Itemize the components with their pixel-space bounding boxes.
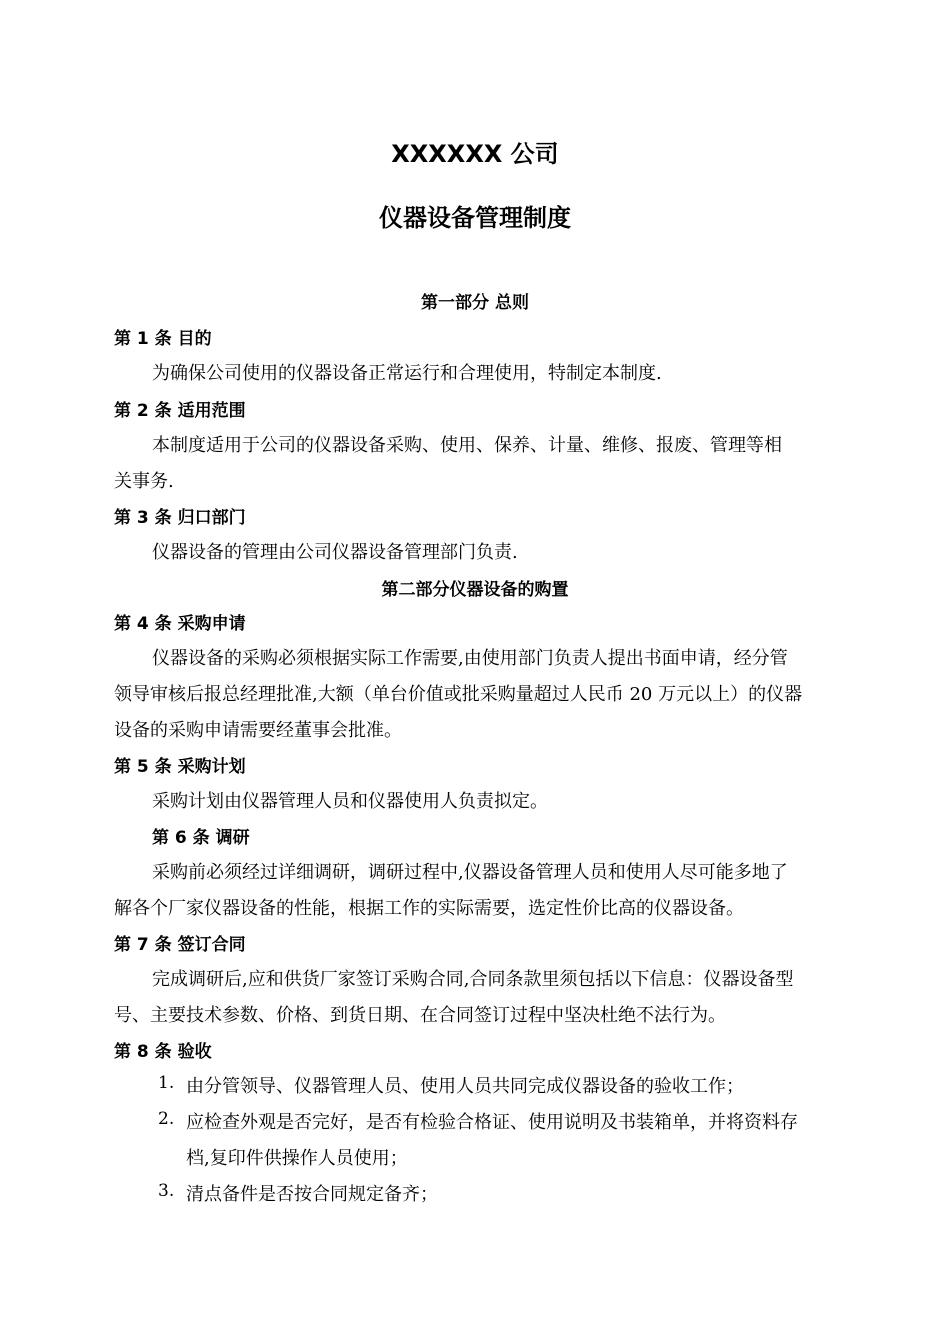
article-5-line: 采购计划由仪器管理人员和仪器使用人负责拟定。 bbox=[152, 791, 548, 812]
list-item-number: 2. bbox=[158, 1109, 175, 1129]
article-4-line: 领导审核后报总经理批准,大额（单台价值或批采购量超过人民币 20 万元以上）的仪器 bbox=[114, 684, 803, 705]
article-5-heading: 第 5 条 采购计划 bbox=[114, 757, 246, 777]
article-4-heading: 第 4 条 采购申请 bbox=[114, 614, 246, 634]
list-item-text: 应检查外观是否完好，是否有检验合格证、使用说明及书装箱单，并将资料存 bbox=[186, 1112, 798, 1133]
article-6-line: 解各个厂家仪器设备的性能，根据工作的实际需要，选定性价比高的仪器设备。 bbox=[114, 898, 744, 919]
article-7-line: 号、主要技术参数、价格、到货日期、在合同签订过程中坚决杜绝不法行为。 bbox=[114, 1005, 726, 1026]
part-two-heading: 第二部分仪器设备的购置 bbox=[381, 580, 569, 600]
list-item-text: 档,复印件供操作人员使用； bbox=[186, 1148, 408, 1169]
document-title: 仪器设备管理制度 bbox=[379, 204, 571, 232]
article-6-heading: 第 6 条 调研 bbox=[152, 828, 250, 848]
article-7-heading: 第 7 条 签订合同 bbox=[114, 935, 246, 955]
article-2-line: 关事务. bbox=[114, 471, 174, 492]
article-7-line: 完成调研后,应和供货厂家签订采购合同,合同条款里须包括以下信息：仪器设备型 bbox=[152, 969, 794, 990]
article-2-line: 本制度适用于公司的仪器设备采购、使用、保养、计量、维修、报废、管理等相 bbox=[152, 435, 782, 456]
article-4-line: 设备的采购申请需要经董事会批准。 bbox=[114, 720, 402, 741]
article-4-line: 仪器设备的采购必须根据实际工作需要,由使用部门负责人提出书面申请，经分管 bbox=[152, 648, 788, 669]
article-3-line: 仪器设备的管理由公司仪器设备管理部门负责. bbox=[152, 542, 518, 563]
company-name: XXXXXX 公司 bbox=[391, 140, 559, 168]
article-8-heading: 第 8 条 验收 bbox=[114, 1042, 212, 1062]
list-item-number: 1. bbox=[158, 1073, 175, 1093]
article-3-heading: 第 3 条 归口部门 bbox=[114, 508, 246, 528]
article-1-line: 为确保公司使用的仪器设备正常运行和合理使用，特制定本制度. bbox=[152, 363, 662, 384]
list-item-text: 清点备件是否按合同规定备齐； bbox=[186, 1184, 438, 1205]
article-1-heading: 第 1 条 目的 bbox=[114, 329, 212, 349]
article-6-line: 采购前必须经过详细调研，调研过程中,仪器设备管理人员和使用人尽可能多地了 bbox=[152, 862, 788, 883]
list-item-text: 由分管领导、仪器管理人员、使用人员共同完成仪器设备的验收工作； bbox=[186, 1076, 744, 1097]
part-one-heading: 第一部分 总则 bbox=[421, 293, 529, 313]
article-2-heading: 第 2 条 适用范围 bbox=[114, 401, 246, 421]
list-item-number: 3. bbox=[158, 1181, 175, 1201]
